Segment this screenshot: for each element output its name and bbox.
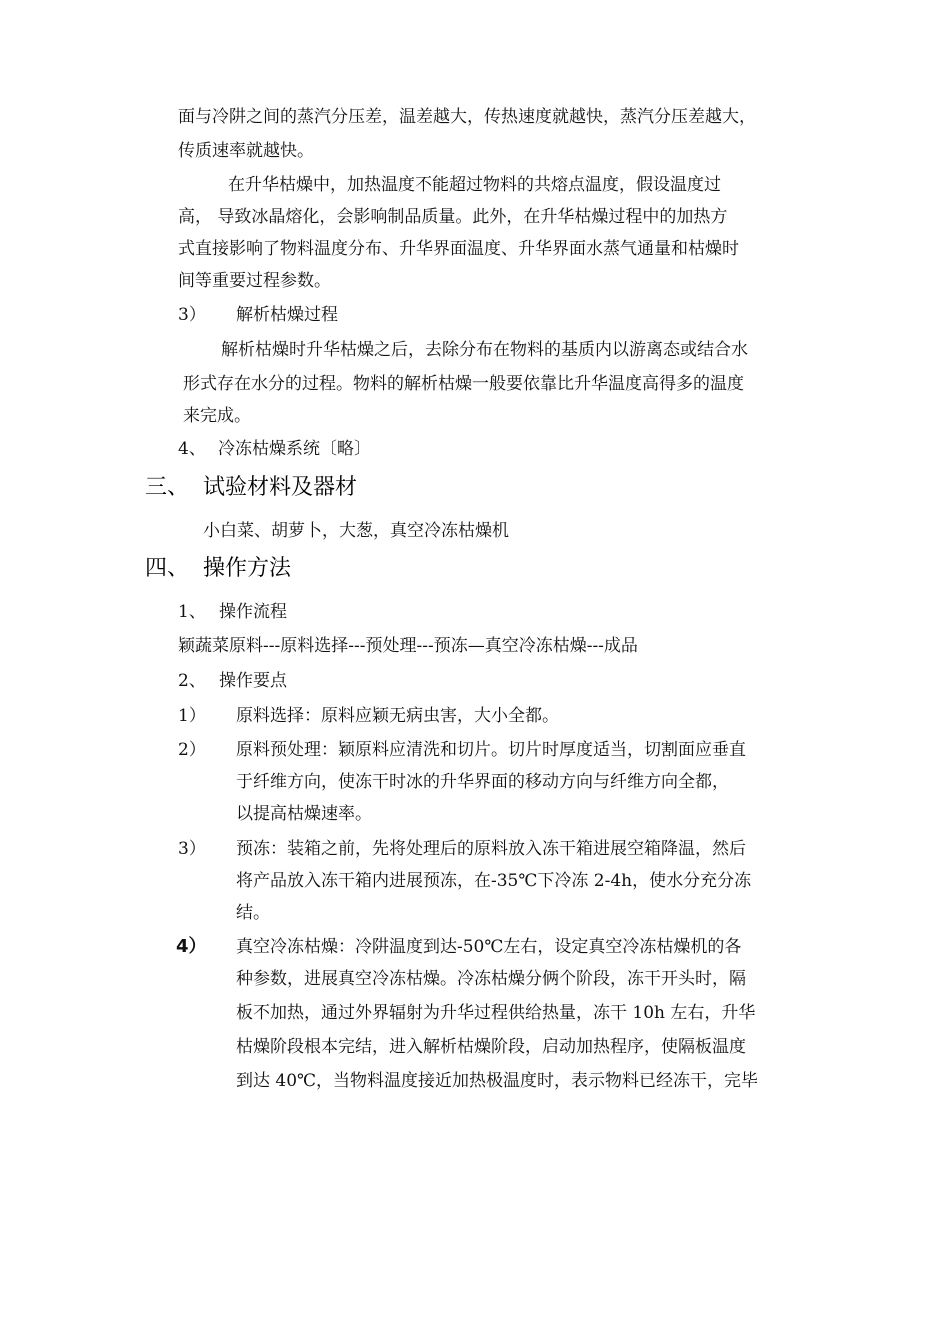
paragraph-line: 形式存在水分的过程。物料的解析枯燥一般要依靠比升华温度高得多的温度: [183, 374, 744, 394]
paragraph-line: 面与冷阱之间的蒸汽分压差，温差越大，传热速度就越快，蒸汽分压差越大，: [178, 107, 756, 127]
paragraph-line: 解析枯燥时升华枯燥之后，去除分布在物料的基质内以游离态或结合水: [221, 340, 748, 360]
point-number: 2）: [178, 740, 206, 760]
paragraph-line: 式直接影响了物料温度分布、升华界面温度、升华界面水蒸气通量和枯燥时: [178, 239, 739, 259]
point-line: 真空冷冻枯燥：冷阱温度到达-50℃左右，设定真空冷冻枯燥机的各: [236, 937, 742, 957]
point-line: 原料选择：原料应颖无病虫害，大小全都。: [236, 706, 559, 726]
subsection-title: 操作流程: [219, 602, 287, 622]
paragraph-line: 来完成。: [183, 406, 251, 426]
point-line: 将产品放入冻干箱内进展预冻，在-35℃下冷冻 2-4h，使水分充分冻: [236, 871, 752, 891]
paragraph-line: 高， 导致冰晶熔化，会影响制品质量。此外，在升华枯燥过程中的加热方: [178, 207, 728, 227]
point-line: 枯燥阶段根本完结，进入解析枯燥阶段，启动加热程序，使隔板温度: [236, 1037, 746, 1057]
subsection-title: 冷冻枯燥系统〔略〕: [218, 439, 371, 459]
point-line: 于纤维方向，使冻干时冰的升华界面的移动方向与纤维方向全都，: [236, 772, 729, 792]
point-number: 1）: [178, 706, 206, 726]
point-line: 板不加热，通过外界辐射为升华过程供给热量，冻干 10h 左右，升华: [236, 1003, 756, 1023]
point-line: 预冻：装箱之前，先将处理后的原料放入冻干箱进展空箱降温，然后: [236, 839, 746, 859]
point-number: 4）: [176, 936, 207, 957]
point-line: 种参数，进展真空冷冻枯燥。冷冻枯燥分俩个阶段，冻干开头时，隔: [236, 969, 746, 989]
point-line: 以提高枯燥速率。: [236, 804, 372, 824]
list-number: 1、: [178, 602, 206, 622]
list-number: 2、: [178, 671, 206, 691]
point-line: 结。: [236, 903, 270, 923]
section-number: 三、: [145, 475, 190, 500]
point-line: 原料预处理：颖原料应清洗和切片。切片时厚度适当，切割面应垂直: [236, 740, 746, 760]
section-heading: 操作方法: [203, 556, 292, 581]
paragraph-line: 间等重要过程参数。: [178, 271, 331, 291]
point-number: 3）: [178, 839, 206, 859]
section-number: 四、: [145, 556, 190, 581]
paragraph-line: 在升华枯燥中，加热温度不能超过物料的共熔点温度，假设温度过: [228, 175, 721, 195]
section-heading: 试验材料及器材: [203, 475, 358, 500]
subsection-title: 操作要点: [219, 671, 287, 691]
process-flow: 颖蔬菜原料---原料选择---预处理---预冻—真空冷冻枯燥---成品: [178, 636, 638, 656]
materials-text: 小白菜、胡萝卜，大葱，真空冷冻枯燥机: [203, 521, 509, 541]
subsection-title: 解析枯燥过程: [236, 305, 338, 325]
list-number: 3）: [178, 305, 206, 325]
list-number: 4、: [178, 439, 206, 459]
paragraph-line: 传质速率就越快。: [178, 141, 314, 161]
point-line: 到达 40℃，当物料温度接近加热极温度时，表示物料已经冻干，完毕: [236, 1071, 759, 1091]
